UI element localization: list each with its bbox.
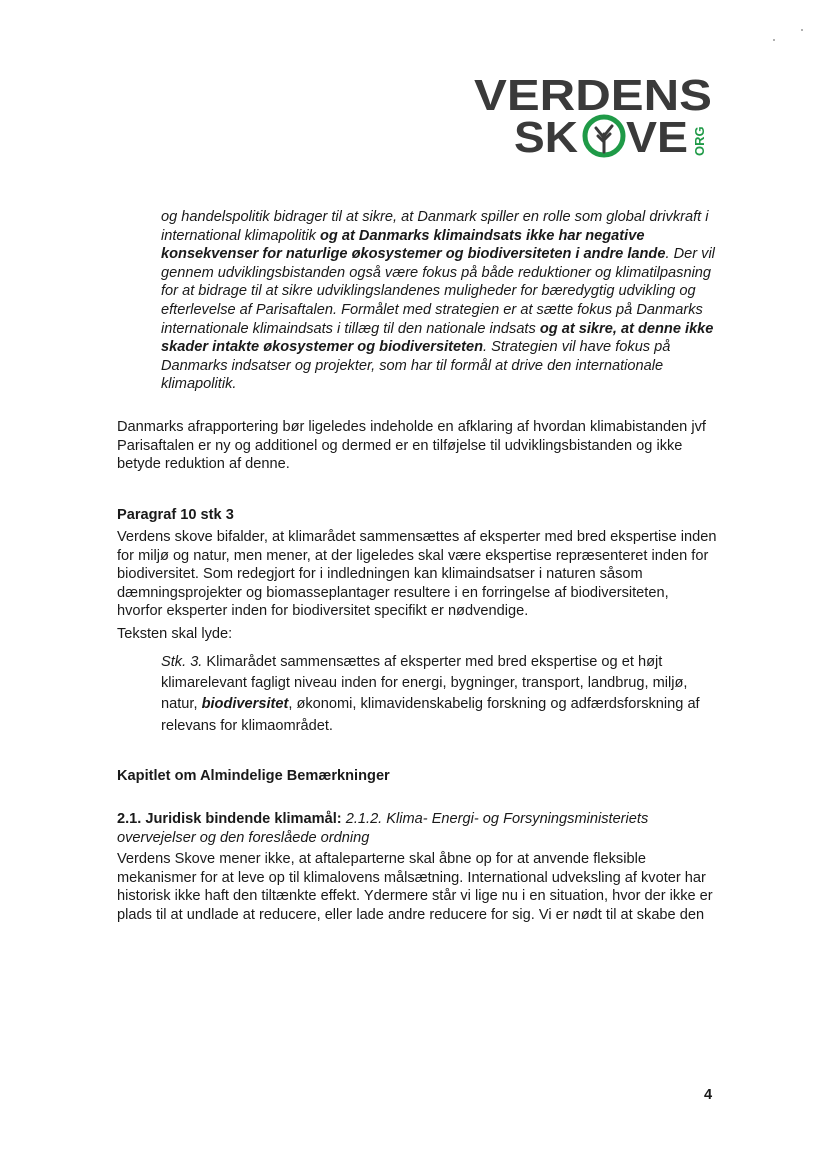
quote2-text-1: Klimarådet sammensættes af eksperter med bred ekspertise og et højt klimarelevant fagligt niveau inden for energi, bygninger, transport, landbrug, miljø, natur, — [161, 654, 688, 713]
quote2-text-2: , økonomi, klimavidenskabelig forskning og adfærdsforskning af relevans for klimaområdet. — [161, 696, 700, 734]
logo-line2-right: VE — [626, 113, 688, 162]
quoted-stk-3 — [161, 652, 716, 737]
logo-line2-left: SK — [514, 113, 579, 162]
scan-speck — [773, 39, 775, 41]
paragraph-flexible-mechanisms: Verdens Skove mener ikke, at aftaleparterne skal åbne op for at anvende fleksible mekanismer for at leve op til klimalovens målsætning. International udveksling af kvoter har historisk ikke haft den tiltænkte effekt. Ydermere står vi lige nu i en situation, hvor der ikke er plads til at undlade at reducere, eller lade andre reducere for sig. Vi er nødt til at skabe den — [117, 851, 713, 923]
section-2-1-italic: 2.1.2. Klima- Energi- og Forsyningsministeriets overvejelser og den foreslåede ordning — [117, 811, 649, 846]
logo-org-suffix: ORG — [692, 126, 707, 156]
logo-graphic — [468, 72, 718, 162]
quote1-text-1: og handelspolitik bidrager til at sikre, at Danmark spiller en rolle som global drivkraft i international klimapolitik — [161, 209, 709, 244]
heading-section-2-1 — [117, 810, 717, 847]
logo-line1: VERDENS — [474, 72, 712, 120]
quote1-bold-2: og at sikre, at denne ikke skader intakte økosystemer og biodiversiteten — [161, 320, 714, 356]
tree-icon — [585, 117, 623, 155]
verdens-skove-logo — [468, 72, 718, 162]
page-number: 4 — [704, 1087, 713, 1103]
quote2-bold-italic: biodiversitet — [201, 696, 289, 713]
quoted-strategy-text — [161, 208, 721, 394]
quote1-text-3: . Strategien vil have fokus på Danmarks indsatser og projekter, som har til formål at drive den internationale klimapolitik. — [161, 339, 671, 393]
heading-general-remarks: Kapitlet om Almindelige Bemærkninger — [117, 768, 390, 784]
section-2-1-bold: 2.1. Juridisk bindende klimamål: — [117, 811, 342, 827]
paragraph-climate-council: Verdens skove bifalder, at klimarådet sammensættes af eksperter med bred ekspertise inden for miljø og natur, men mener, at der ligeledes skal være ekspertise repræsenteret inden for biodiversitet. Som redegjort for i indledningen kan klimaindsatser i naturen såsom dæmningsprojekter og biomasseplantager resultere i en forringelse af biodiversiteten, hvorfor eksperter inden for biodiversitet specifikt er nødvendige. — [117, 529, 717, 620]
paragraph-text-should-read: Teksten skal lyde: — [117, 626, 233, 642]
quote2-stk-label: Stk. 3. — [161, 654, 203, 670]
paragraph-reporting: Danmarks afrapportering bør ligeledes indeholde en afklaring af hvordan klimabistanden jvf Parisaftalen er ny og additionel og dermed er en tilføjelse til udviklingsbistanden og ikke betyde reduktion af denne. — [117, 419, 706, 473]
quote1-bold-1: og at Danmarks klimaindsats ikke har negative konsekvenser for naturlige økosystemer og biodiversiteten i andre lande — [161, 227, 666, 263]
quote1-text-2: . Der vil gennem udviklingsbistanden også være fokus på både reduktioner og klimatilpasning for at bidrage til at sikre udviklingslandenes muligheder for bæredygtig udvikling og efterlevelse af Parisaftalen. Formålet med strategien er at sætte fokus på Danmarks internationale klimaindsats i tillæg til den nationale indsats — [161, 246, 715, 337]
heading-paragraf-10: Paragraf 10 stk 3 — [117, 507, 234, 523]
scan-speck — [801, 29, 803, 31]
